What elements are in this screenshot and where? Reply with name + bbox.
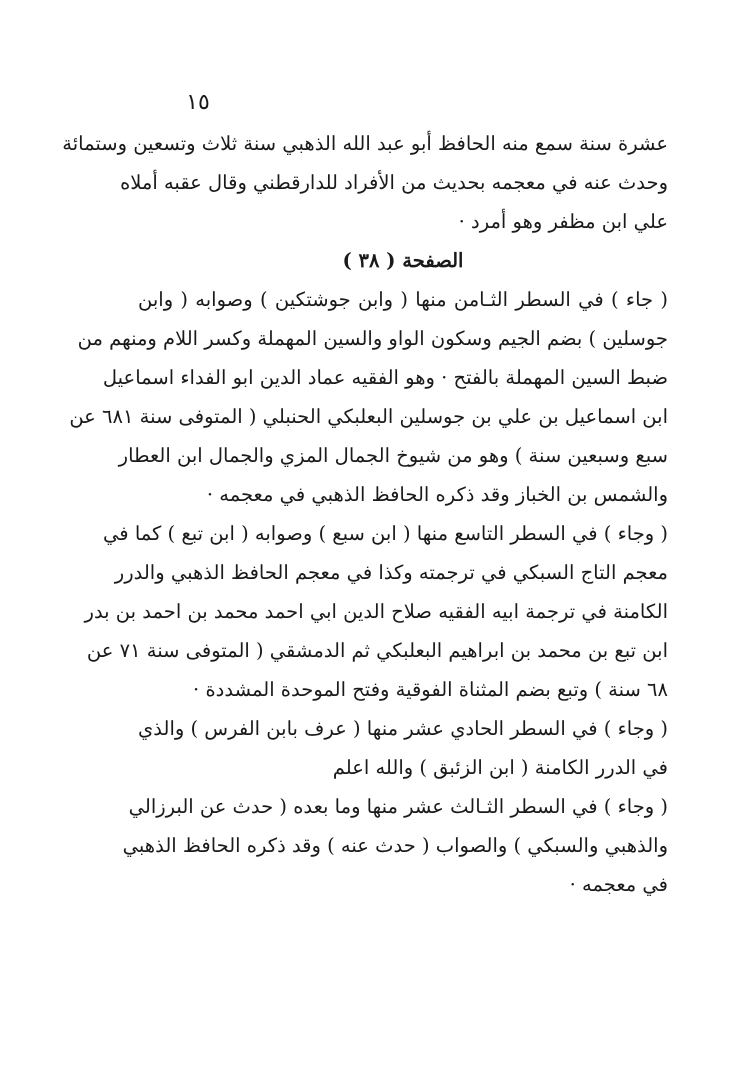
text-line-12: معجم التاج السبكي في ترجمته وكذا في معجم الحافظ الذهبي والدرر xyxy=(114,561,668,584)
text-line-5: ( جاء ) في السطر الثـامن منها ( وابن جوشتكين ) وصوابه ( وابن xyxy=(138,288,668,311)
text-line-2: وحدث عنه في معجمه بحديث من الأفراد للدارقطني وقال عقبه أملاه xyxy=(120,171,668,194)
text-line-13: الكامنة في ترجمة ابيه الفقيه صلاح الدين ابي احمد محمد بن احمد بن بدر xyxy=(84,600,668,623)
text-line-15: ٦٨ سنة ) وتبع بضم المثناة الفوقية وفتح الموحدة المشددة · xyxy=(193,678,668,701)
text-line-17: في الدرر الكامنة ( ابن الزئبق ) والله اعلم xyxy=(332,756,668,779)
text-line-9: سبع وسبعين سنة ) وهو من شيوخ الجمال المزي والجمال ابن العطار xyxy=(118,444,668,467)
text-line-8: ابن اسماعيل بن علي بن جوسلين البعلبكي الحنبلي ( المتوفى سنة ٦٨١ عن xyxy=(69,405,668,428)
text-line-14: ابن تبع بن محمد بن ابراهيم البعلبكي ثم الدمشقي ( المتوفى سنة ٧١ عن xyxy=(86,639,668,662)
text-line-18: ( وجاء ) في السطر الثـالث عشر منها وما بعده ( حدث عن البرزالي xyxy=(128,795,668,818)
text-line-3: علي ابن مظفر وهو أمرد · xyxy=(458,210,668,233)
page-number: ١٥ xyxy=(186,90,210,115)
text-line-10: والشمس بن الخباز وقد ذكره الحافظ الذهبي في معجمه · xyxy=(206,483,668,506)
text-line-20: في معجمه · xyxy=(569,873,668,896)
text-line-1: عشرة سنة سمع منه الحافظ أبو عبد الله الذهبي سنة ثلاث وتسعين وستمائة xyxy=(62,132,668,155)
text-line-6: جوسلين ) بضم الجيم وسكون الواو والسين المهملة وكسر اللام ومنهم من xyxy=(77,327,668,350)
text-line-16: ( وجاء ) في السطر الحادي عشر منها ( عرف بابن الفرس ) والذي xyxy=(138,717,668,740)
body-text xyxy=(62,124,668,904)
text-line-19: والذهبي والسبكي ) والصواب ( حدث عنه ) وقد ذكره الحافظ الذهبي xyxy=(122,834,668,857)
section-heading: الصفحة ( ٣٨ ) xyxy=(342,249,464,272)
text-line-7: ضبط السين المهملة بالفتح · وهو الفقيه عماد الدين ابو الفداء اسماعيل xyxy=(102,366,668,389)
text-line-11: ( وجاء ) في السطر التاسع منها ( ابن سبع ) وصوابه ( ابن تبع ) كما في xyxy=(103,522,668,545)
